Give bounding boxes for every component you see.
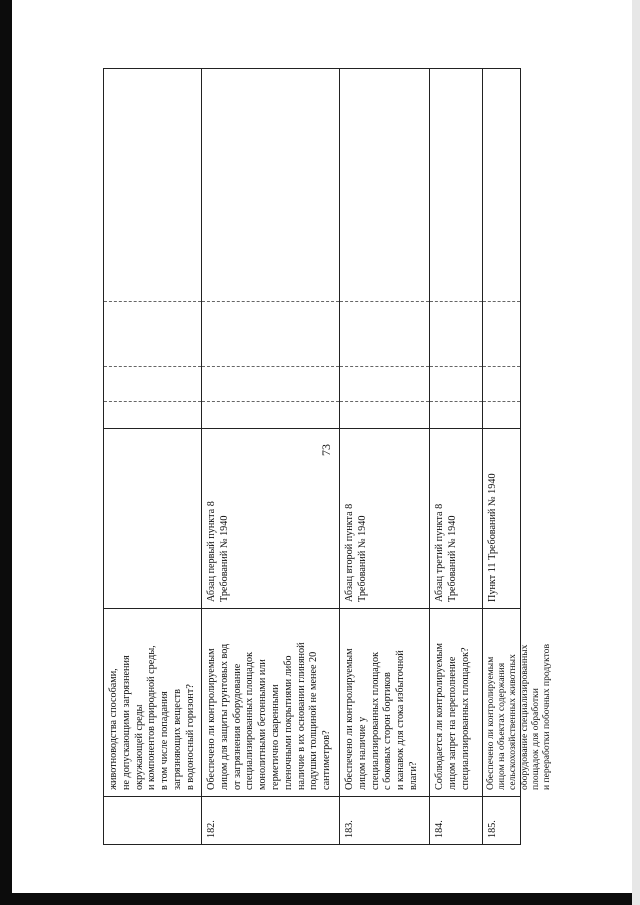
cell-empty (202, 302, 339, 367)
table-row (429, 68, 482, 845)
cell-question: Соблюдается ли контролируемым лицом запрет на переполнение специализированных площадок? (430, 609, 482, 797)
cell-question: Обеспечено ли контролируемым лицом наличие у специализированных площадок с боковых сторон бортиков и канавок для стока избыточной влаги? (340, 609, 429, 797)
page-number: 73 (319, 444, 333, 456)
cell-empty (340, 367, 429, 402)
cell-number: 184. (434, 820, 445, 838)
scan-border-bottom (0, 893, 640, 905)
table-row (201, 68, 339, 845)
cell-reference: Пункт 11 Требований № 1940 (483, 429, 520, 609)
cell-empty (483, 302, 520, 367)
cell-empty (104, 367, 201, 402)
table-row (482, 68, 553, 845)
cell-empty (104, 402, 201, 429)
cell-number (104, 797, 201, 844)
cell-empty (202, 402, 339, 429)
cell-reference: Абзац третий пункта 8 Требований № 1940 (430, 429, 482, 609)
scan-border-left (0, 0, 12, 905)
cell-empty (430, 402, 482, 429)
cell-empty (202, 367, 339, 402)
cell-number: 183. (344, 820, 355, 838)
cell-empty (430, 302, 482, 367)
cell-empty (340, 402, 429, 429)
scan-border-right (632, 0, 640, 905)
requirements-table (103, 68, 553, 845)
cell-question: Обеспечено ли контролируемым лицом для защиты грунтовых вод от загрязнения оборудование специализированных площадок монолитными бетонными или герметично сваренными пленочными покрытиями либо наличие в их основании глиняной подушки толщиной не менее 20 сантиметров? (202, 609, 339, 797)
cell-empty (483, 402, 520, 429)
cell-empty (340, 302, 429, 367)
cell-question: Обеспечено ли контролируемым лицом на объектах содержания сельскохозяйственных животных оборудование специализированных площадок для обработки и переработки побочных продуктов (483, 609, 520, 797)
cell-empty (483, 67, 520, 302)
cell-empty (104, 67, 201, 302)
cell-question: животноводства способами, не допускающими загрязнения окружающей среды и компонентов природной среды, в том числе попадания загрязняющих веществ в водоносный горизонт? (104, 609, 201, 797)
cell-empty (430, 67, 482, 302)
table-row (339, 68, 429, 845)
cell-reference (104, 429, 201, 609)
cell-empty (483, 367, 520, 402)
cell-number: 182. (206, 820, 217, 838)
cell-empty (104, 302, 201, 367)
cell-reference: Абзац второй пункта 8 Требований № 1940 (340, 429, 429, 609)
cell-number: 185. (487, 820, 498, 838)
cell-empty (202, 67, 339, 302)
cell-reference: Абзац первый пункта 8 Требований № 1940 (202, 429, 339, 609)
cell-empty (430, 367, 482, 402)
cell-empty (340, 67, 429, 302)
table-row (103, 68, 201, 845)
